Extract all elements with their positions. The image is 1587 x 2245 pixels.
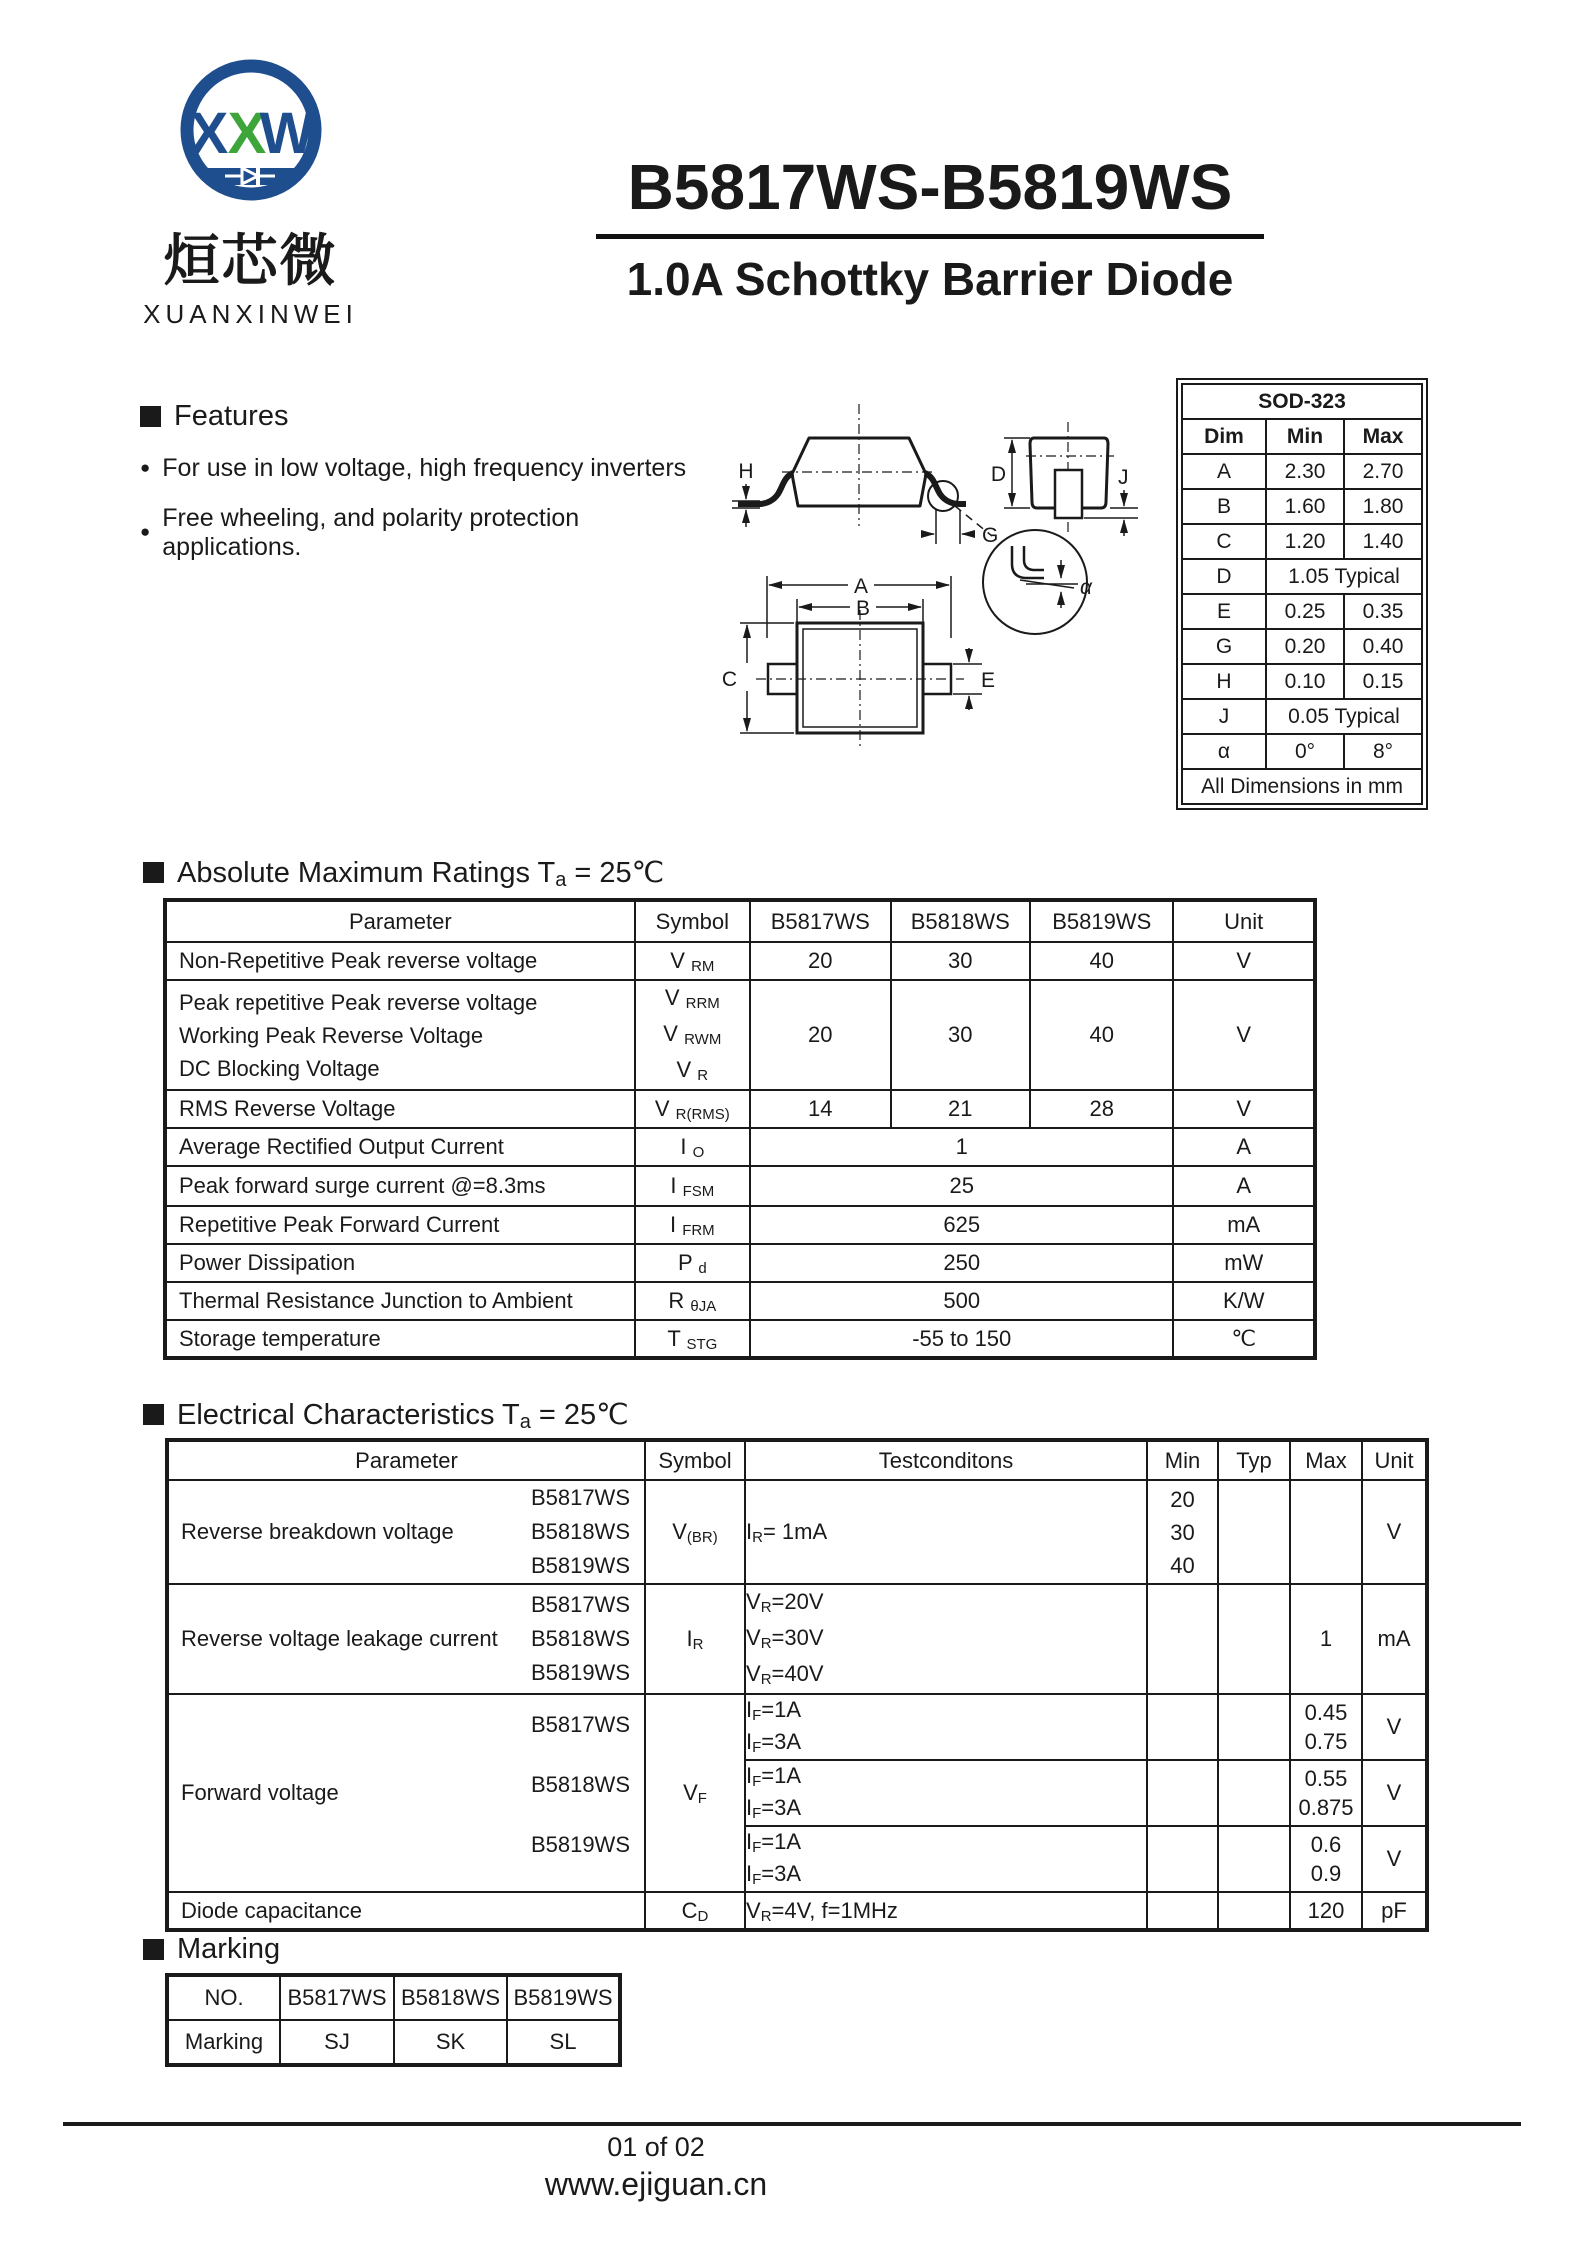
symbol-cell: I FRM <box>635 1206 750 1244</box>
symbol-cell: T STG <box>635 1320 750 1358</box>
feature-text: Free wheeling, and polarity protection applications. <box>162 504 580 561</box>
sod-max: 1.40 <box>1344 524 1422 559</box>
symbol-cell: CD <box>645 1892 745 1930</box>
page-number: 01 of 02 <box>607 2132 705 2162</box>
min-cell <box>1147 1584 1218 1694</box>
sod-header-cell: Min <box>1266 419 1344 454</box>
abs-header-cell: Parameter <box>165 900 635 942</box>
unit-cell: K/W <box>1173 1282 1315 1320</box>
heading-text: = 25℃ <box>530 1399 629 1431</box>
marking-row <box>167 2020 620 2065</box>
abs-row <box>165 942 1315 980</box>
unit-cell: mA <box>1362 1584 1427 1694</box>
logo-letter: X <box>189 101 228 166</box>
abs-header-cell: B5817WS <box>750 900 890 942</box>
dim-label-g: G <box>982 524 999 547</box>
abs-row <box>165 1244 1315 1282</box>
marking-cell: B5819WS <box>507 1975 620 2020</box>
max-cell: 0.6 0.9 <box>1290 1826 1362 1892</box>
param-cell: RMS Reverse Voltage <box>165 1090 635 1128</box>
sod-dim: A <box>1182 454 1266 489</box>
sod-min: 1.60 <box>1266 489 1344 524</box>
max-cell: 1 <box>1290 1584 1362 1694</box>
value-cell: 14 <box>750 1090 890 1128</box>
unit-cell: pF <box>1362 1892 1427 1930</box>
sod-max: 8° <box>1344 734 1422 769</box>
abs-header-row <box>165 900 1315 942</box>
symbol-cell: V RM <box>635 942 750 980</box>
condition-cell: IF=1A IF=3A <box>745 1826 1147 1892</box>
dot-bullet-icon: ● <box>140 522 151 541</box>
sod-header-row <box>1182 419 1422 454</box>
sod-max: 0.35 <box>1344 594 1422 629</box>
param-name: Reverse voltage leakage current <box>181 1626 498 1651</box>
elec-row-leakage <box>167 1584 1427 1694</box>
symbol-cell: V(BR) <box>645 1480 745 1584</box>
page-title: B5817WS-B5819WS <box>627 151 1233 223</box>
title-underline <box>596 234 1264 239</box>
value-cell: 20 <box>750 980 890 1090</box>
sod-span-value: 0.05 Typical <box>1266 699 1422 734</box>
logo-letter: W <box>259 101 314 166</box>
condition-cell: IR= 1mA <box>745 1480 1147 1584</box>
abs-max-heading-label <box>177 855 664 890</box>
sod-max: 1.80 <box>1344 489 1422 524</box>
sod-header-cell: Dim <box>1182 419 1266 454</box>
value-cell: 20 <box>750 942 890 980</box>
min-cell: 20 30 40 <box>1147 1480 1218 1584</box>
marking-cell: Marking <box>167 2020 280 2065</box>
sod-min: 0.10 <box>1266 664 1344 699</box>
value-cell: 625 <box>750 1206 1173 1244</box>
logo-icon <box>151 56 351 208</box>
sod-row <box>1182 664 1422 699</box>
elec-heading <box>143 1397 629 1432</box>
typ-cell <box>1218 1826 1290 1892</box>
elec-header-cell: Typ <box>1218 1440 1290 1480</box>
symbol-cell: VF <box>645 1694 745 1892</box>
param-cell <box>167 1480 645 1584</box>
unit-cell: V <box>1362 1760 1427 1826</box>
abs-row <box>165 1320 1315 1358</box>
symbol-cell: I O <box>635 1128 750 1166</box>
model-list: B5817WS B5818WS B5819WS <box>530 1712 630 1857</box>
param-cell: Storage temperature <box>165 1320 635 1358</box>
marking-cell: SL <box>507 2020 620 2065</box>
marking-heading <box>143 1933 280 1966</box>
sod-min: 2.30 <box>1266 454 1344 489</box>
typ-cell <box>1218 1760 1290 1826</box>
abs-row <box>165 1166 1315 1206</box>
param-cell: Non-Repetitive Peak reverse voltage <box>165 942 635 980</box>
value-cell: 28 <box>1030 1090 1173 1128</box>
heading-text: Electrical Characteristics T <box>177 1399 520 1431</box>
value-cell: 1 <box>750 1128 1173 1166</box>
elec-header-cell: Testconditons <box>745 1440 1147 1480</box>
footer-divider <box>63 2122 1521 2126</box>
marking-cell: SK <box>394 2020 507 2065</box>
value-cell: 500 <box>750 1282 1173 1320</box>
square-bullet-icon <box>143 1404 164 1425</box>
sod-title: SOD-323 <box>1182 384 1422 419</box>
feature-item <box>140 454 700 483</box>
value-cell: -55 to 150 <box>750 1320 1173 1358</box>
elec-row-breakdown <box>167 1480 1427 1584</box>
heading-sub: a <box>519 1411 531 1433</box>
abs-row <box>165 1128 1315 1166</box>
elec-heading-label <box>177 1397 629 1432</box>
sod-dim: B <box>1182 489 1266 524</box>
unit-cell: A <box>1173 1128 1315 1166</box>
unit-cell: mW <box>1173 1244 1315 1282</box>
square-bullet-icon <box>143 862 164 883</box>
sod-span-value: 1.05 Typical <box>1266 559 1422 594</box>
param-cell: Average Rectified Output Current <box>165 1128 635 1166</box>
abs-header-cell: Symbol <box>635 900 750 942</box>
sod-footer-row <box>1182 769 1422 804</box>
value-cell: 30 <box>891 980 1030 1090</box>
sod-row <box>1182 559 1422 594</box>
value-cell: 250 <box>750 1244 1173 1282</box>
marking-cell: NO. <box>167 1975 280 2020</box>
sod-row <box>1182 629 1422 664</box>
abs-max-table <box>163 898 1317 1360</box>
title-block <box>555 150 1305 306</box>
sod-row <box>1182 699 1422 734</box>
model-list: B5817WS B5818WS B5819WS <box>530 1485 630 1578</box>
page-subtitle: 1.0A Schottky Barrier Diode <box>626 253 1234 305</box>
unit-cell: mA <box>1173 1206 1315 1244</box>
sod-row <box>1182 489 1422 524</box>
param-cell: Thermal Resistance Junction to Ambient <box>165 1282 635 1320</box>
value-cell: 30 <box>891 942 1030 980</box>
dim-label-b: B <box>855 597 871 620</box>
website-url: www.ejiguan.cn <box>544 2166 768 2202</box>
heading-text: = 25℃ <box>566 857 665 889</box>
abs-header-cell: Unit <box>1173 900 1315 942</box>
abs-header-cell: B5818WS <box>891 900 1030 942</box>
value-cell: 40 <box>1030 980 1173 1090</box>
abs-header-cell: B5819WS <box>1030 900 1173 942</box>
min-cell <box>1147 1892 1218 1930</box>
sod-min: 1.20 <box>1266 524 1344 559</box>
condition-cell: IF=1A IF=3A <box>745 1760 1147 1826</box>
sod-title-row <box>1182 384 1422 419</box>
max-cell: 0.55 0.875 <box>1290 1760 1362 1826</box>
marking-cell: SJ <box>280 2020 394 2065</box>
param-cell: Diode capacitance <box>167 1892 645 1930</box>
elec-row-forward <box>167 1694 1427 1760</box>
unit-cell: V <box>1173 942 1315 980</box>
elec-header-cell: Unit <box>1362 1440 1427 1480</box>
dim-label-a: A <box>853 575 869 598</box>
sod-dim: α <box>1182 734 1266 769</box>
model-list: B5817WS B5818WS B5819WS <box>530 1592 630 1685</box>
sod-dim: D <box>1182 559 1266 594</box>
param-name: Reverse breakdown voltage <box>181 1519 454 1544</box>
abs-max-heading <box>143 855 664 890</box>
param-cell: Peak repetitive Peak reverse voltage Working Peak Reverse Voltage DC Blocking Voltage <box>165 980 635 1090</box>
sod-dim: E <box>1182 594 1266 629</box>
dim-label-j: J <box>1118 466 1129 489</box>
dim-label-e: E <box>981 669 996 692</box>
typ-cell <box>1218 1892 1290 1930</box>
feature-item <box>140 504 700 562</box>
unit-cell: V <box>1362 1826 1427 1892</box>
marking-row <box>167 1975 620 2020</box>
sod-row <box>1182 524 1422 559</box>
sod-dim: J <box>1182 699 1266 734</box>
package-outline-drawing <box>690 386 1170 794</box>
min-cell <box>1147 1826 1218 1892</box>
condition-cell: IF=1A IF=3A <box>745 1694 1147 1760</box>
sod-dim: H <box>1182 664 1266 699</box>
param-cell: Peak forward surge current @=8.3ms <box>165 1166 635 1206</box>
min-cell <box>1147 1694 1218 1760</box>
sod-max: 0.15 <box>1344 664 1422 699</box>
abs-row <box>165 1090 1315 1128</box>
condition-cell: VR=4V, f=1MHz <box>745 1892 1147 1930</box>
unit-cell: A <box>1173 1166 1315 1206</box>
typ-cell <box>1218 1584 1290 1694</box>
sod-min: 0.20 <box>1266 629 1344 664</box>
dim-label-c: C <box>721 668 737 691</box>
heading-text: Absolute Maximum Ratings T <box>177 857 556 889</box>
features-heading <box>140 400 700 433</box>
typ-cell <box>1218 1480 1290 1584</box>
features-heading-label: Features <box>174 400 289 432</box>
abs-row <box>165 980 1315 1090</box>
param-name: Forward voltage <box>181 1780 339 1805</box>
elec-header-cell: Max <box>1290 1440 1362 1480</box>
elec-row-capacitance <box>167 1892 1427 1930</box>
max-cell: 120 <box>1290 1892 1362 1930</box>
feature-text: For use in low voltage, high frequency inverters <box>162 454 687 482</box>
unit-cell: V <box>1173 1090 1315 1128</box>
unit-cell: V <box>1362 1694 1427 1760</box>
abs-row <box>165 1206 1315 1244</box>
typ-cell <box>1218 1694 1290 1760</box>
symbol-cell: P d <box>635 1244 750 1282</box>
marking-table <box>165 1973 622 2067</box>
sod-min: 0° <box>1266 734 1344 769</box>
logo-letter: X <box>227 101 266 166</box>
dim-label-h: H <box>738 460 754 483</box>
unit-cell: ℃ <box>1173 1320 1315 1358</box>
dim-label-d: D <box>990 463 1006 486</box>
features-section <box>140 400 700 562</box>
param-cell <box>167 1584 645 1694</box>
value-cell: 25 <box>750 1166 1173 1206</box>
sod323-table <box>1181 383 1423 805</box>
sod-row <box>1182 734 1422 769</box>
max-cell: 0.45 0.75 <box>1290 1694 1362 1760</box>
param-cell: Repetitive Peak Forward Current <box>165 1206 635 1244</box>
logo-latin-name: XUANXINWEI <box>143 299 358 329</box>
sod-row <box>1182 594 1422 629</box>
max-cell <box>1290 1480 1362 1584</box>
logo-chinese-name: 烜芯微 <box>163 229 338 292</box>
symbol-cell: I FSM <box>635 1166 750 1206</box>
sod-dim: G <box>1182 629 1266 664</box>
marking-cell: B5817WS <box>280 1975 394 2020</box>
sod-row <box>1182 454 1422 489</box>
elec-header-row <box>167 1440 1427 1480</box>
sod323-table-wrap <box>1176 378 1428 810</box>
unit-cell: V <box>1362 1480 1427 1584</box>
heading-sub: a <box>555 869 567 891</box>
square-bullet-icon <box>143 1939 164 1960</box>
min-cell <box>1147 1760 1218 1826</box>
company-logo <box>128 56 373 330</box>
symbol-cell: V RRM V RWM V R <box>635 980 750 1090</box>
sod-min: 0.25 <box>1266 594 1344 629</box>
symbol-cell: R θJA <box>635 1282 750 1320</box>
sod-max: 2.70 <box>1344 454 1422 489</box>
param-cell <box>167 1694 645 1892</box>
dim-label-alpha: α <box>1080 576 1092 599</box>
marking-heading-label: Marking <box>177 1933 281 1965</box>
marking-cell: B5818WS <box>394 1975 507 2020</box>
elec-header-cell: Symbol <box>645 1440 745 1480</box>
value-cell: 21 <box>891 1090 1030 1128</box>
square-bullet-icon <box>140 406 161 427</box>
unit-cell: V <box>1173 980 1315 1090</box>
condition-cell: VR=20V VR=30V VR=40V <box>745 1584 1147 1694</box>
sod-footer: All Dimensions in mm <box>1182 769 1422 804</box>
symbol-cell: IR <box>645 1584 745 1694</box>
elec-header-cell: Min <box>1147 1440 1218 1480</box>
sod-header-cell: Max <box>1344 419 1422 454</box>
elec-header-cell: Parameter <box>167 1440 645 1480</box>
dot-bullet-icon: ● <box>140 457 151 477</box>
symbol-cell: V R(RMS) <box>635 1090 750 1128</box>
elec-table <box>165 1438 1429 1932</box>
sod-dim: C <box>1182 524 1266 559</box>
abs-row <box>165 1282 1315 1320</box>
param-cell: Power Dissipation <box>165 1244 635 1282</box>
sod-max: 0.40 <box>1344 629 1422 664</box>
value-cell: 40 <box>1030 942 1173 980</box>
